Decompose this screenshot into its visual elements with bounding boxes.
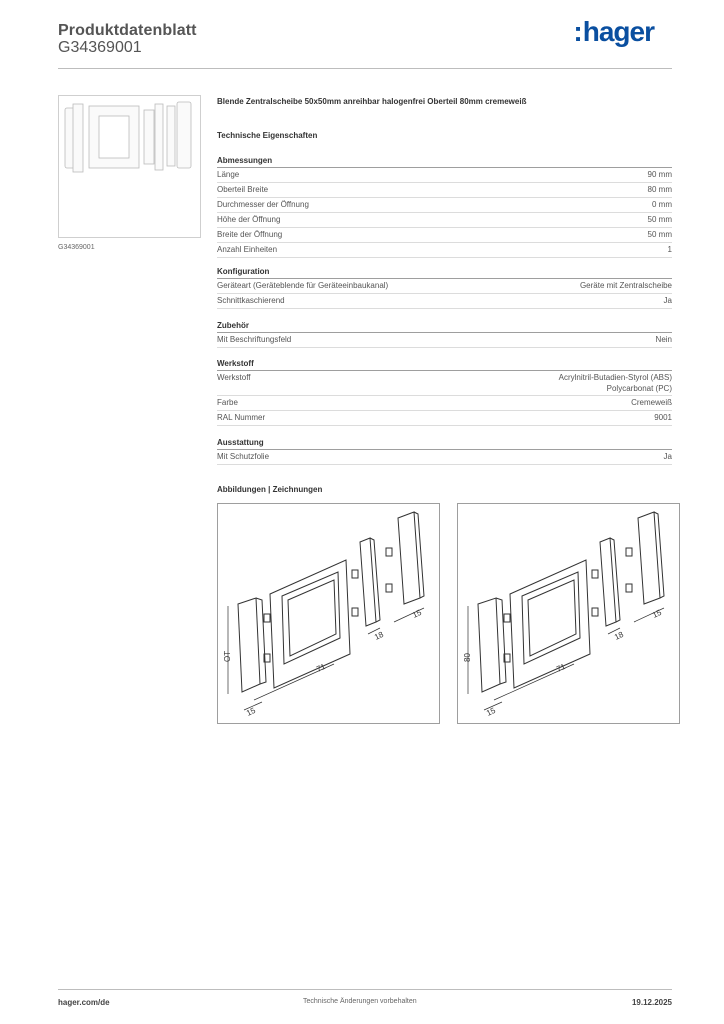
spec-row: RAL Nummer 9001 xyxy=(217,411,672,426)
drawing-2-height-label: 80 xyxy=(463,653,472,662)
spec-row: Anzahl Einheiten 1 xyxy=(217,243,672,258)
footer-divider xyxy=(58,989,672,990)
footer-disclaimer: Technische Änderungen vorbehalten xyxy=(303,998,417,1005)
header-divider xyxy=(58,68,672,69)
drawing-1-mid-dim: 18 xyxy=(373,629,385,642)
technical-drawing-1 xyxy=(217,503,440,724)
drawing-1-height-label: OT xyxy=(223,650,232,662)
spec-row: Höhe der Öffnung 50 mm xyxy=(217,213,672,228)
spec-row: Mit Schutzfolie Ja xyxy=(217,450,672,465)
spec-group-equipment xyxy=(217,438,672,465)
spec-row: Durchmesser der Öffnung 0 mm xyxy=(217,198,672,213)
spec-group-configuration xyxy=(217,267,672,309)
drawing-2-mid-dim: 18 xyxy=(613,629,625,642)
footer-date: 19.12.2025 xyxy=(631,998,672,1007)
spec-row: Oberteil Breite 80 mm xyxy=(217,183,672,198)
spec-group-material xyxy=(217,359,672,426)
product-title: Blende Zentralscheibe 50x50mm anreihbar halogenfrei Oberteil 80mm cremeweiß xyxy=(217,97,527,106)
spec-group-dimensions xyxy=(217,156,672,258)
section-technical-properties: Technische Eigenschaften xyxy=(217,131,318,140)
spec-group-title: Abmessungen xyxy=(217,156,672,168)
spec-group-title: Werkstoff xyxy=(217,359,672,371)
spec-row: Werkstoff Acrylnitril-Butadien-Styrol (ABS) Polycarbonat (PC) xyxy=(217,371,672,396)
thumbnail-caption: G34369001 xyxy=(58,244,95,251)
drawing-1-right-dim: 15 xyxy=(411,607,423,620)
spec-row: Geräteart (Geräteblende für Geräteeinbaukanal) Geräte mit Zentralscheibe xyxy=(217,279,672,294)
drawings-title: Abbildungen | Zeichnungen xyxy=(217,485,323,494)
spec-row: Schnittkaschierend Ja xyxy=(217,294,672,309)
spec-group-title: Ausstattung xyxy=(217,438,672,450)
document-title: Produktdatenblatt xyxy=(58,22,197,39)
technical-drawing-2 xyxy=(457,503,680,724)
product-thumbnail xyxy=(58,95,201,238)
drawing-1-frame-dim: 71 xyxy=(315,661,327,674)
drawing-2-right-dim: 15 xyxy=(651,607,663,620)
drawing-1-side-dim: 15 xyxy=(245,705,257,718)
spec-group-accessories xyxy=(217,321,672,348)
spec-row: Farbe Cremeweiß xyxy=(217,396,672,411)
drawing-2-frame-dim: 71 xyxy=(555,661,567,674)
hager-logo: :hager xyxy=(573,16,654,47)
spec-row: Mit Beschriftungsfeld Nein xyxy=(217,333,672,348)
spec-row: Länge 90 mm xyxy=(217,168,672,183)
document-code: G34369001 xyxy=(58,39,142,56)
spec-group-title: Konfiguration xyxy=(217,267,672,279)
spec-group-title: Zubehör xyxy=(217,321,672,333)
drawing-2-side-dim: 15 xyxy=(485,705,497,718)
spec-row: Breite der Öffnung 50 mm xyxy=(217,228,672,243)
footer-website-link[interactable]: hager.com/de xyxy=(58,998,110,1007)
logo-text: hager xyxy=(582,16,654,47)
